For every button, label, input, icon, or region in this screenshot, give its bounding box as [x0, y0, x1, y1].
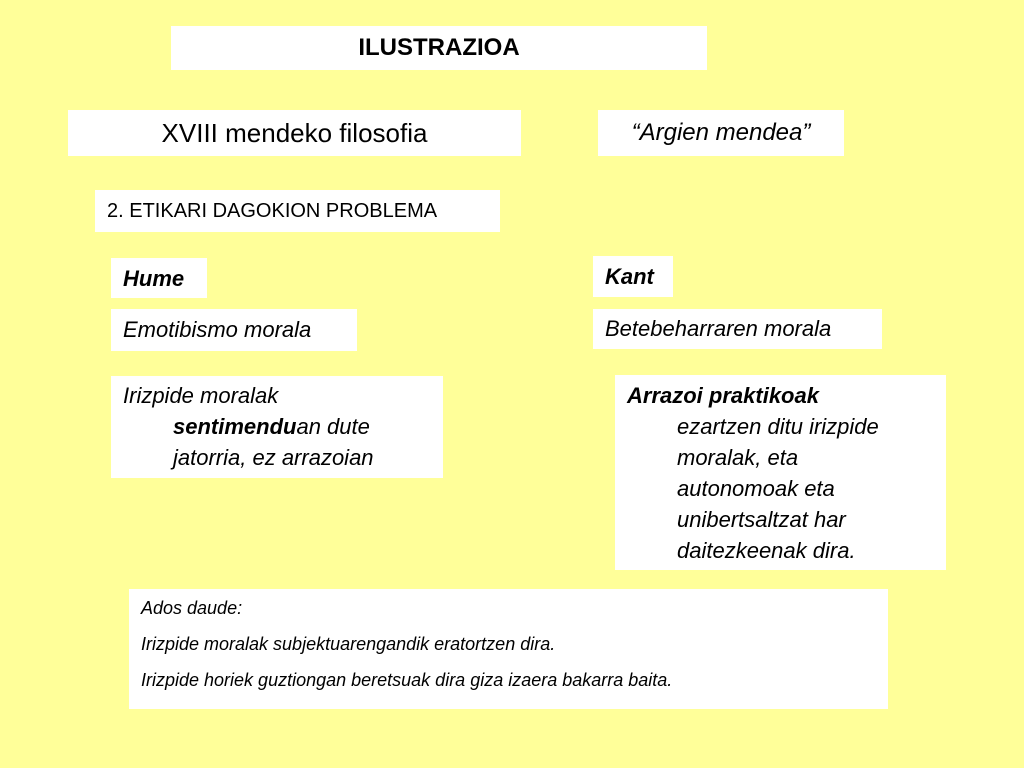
kant-desc-line: moralak, eta: [677, 445, 799, 470]
hume-desc-line-3: jatorria, ez arrazoian: [173, 445, 374, 470]
agreement-point-1: Irizpide moralak subjektuarengandik eratortzen dira.: [141, 634, 556, 654]
agreement-box: [129, 589, 888, 709]
hume-description-box: [111, 376, 443, 478]
kant-theory-box: Betebeharraren morala: [593, 309, 882, 349]
kant-name-box: Kant: [593, 256, 673, 297]
era-philosophy-box: XVIII mendeko filosofia: [68, 110, 521, 156]
kant-desc-line: ezartzen ditu irizpide: [677, 414, 879, 439]
ethics-problem-heading: 2. ETIKARI DAGOKION PROBLEMA: [95, 190, 500, 232]
hume-desc-line-2-rest: an dute: [296, 414, 370, 439]
agreement-heading: Ados daude:: [141, 598, 243, 618]
kant-desc-line: daitezkeenak dira.: [677, 538, 856, 563]
hume-desc-line-2: [123, 411, 435, 442]
era-nickname-box: “Argien mendea”: [598, 110, 844, 156]
slide-title: ILUSTRAZIOA: [171, 26, 707, 70]
kant-desc-line: unibertsaltzat har: [677, 507, 846, 532]
hume-theory-box: Emotibismo morala: [111, 309, 357, 351]
kant-desc-line: autonomoak eta: [677, 476, 835, 501]
hume-name-box: Hume: [111, 258, 207, 298]
kant-description-box: [615, 375, 946, 570]
agreement-point-2: Irizpide horiek guztiongan beretsuak dira giza izaera bakarra baita.: [141, 670, 673, 690]
hume-desc-line-1: Irizpide moralak: [123, 383, 279, 408]
kant-desc-bold-term: Arrazoi praktikoak: [627, 383, 819, 408]
hume-desc-bold-term: sentimendu: [173, 414, 297, 439]
